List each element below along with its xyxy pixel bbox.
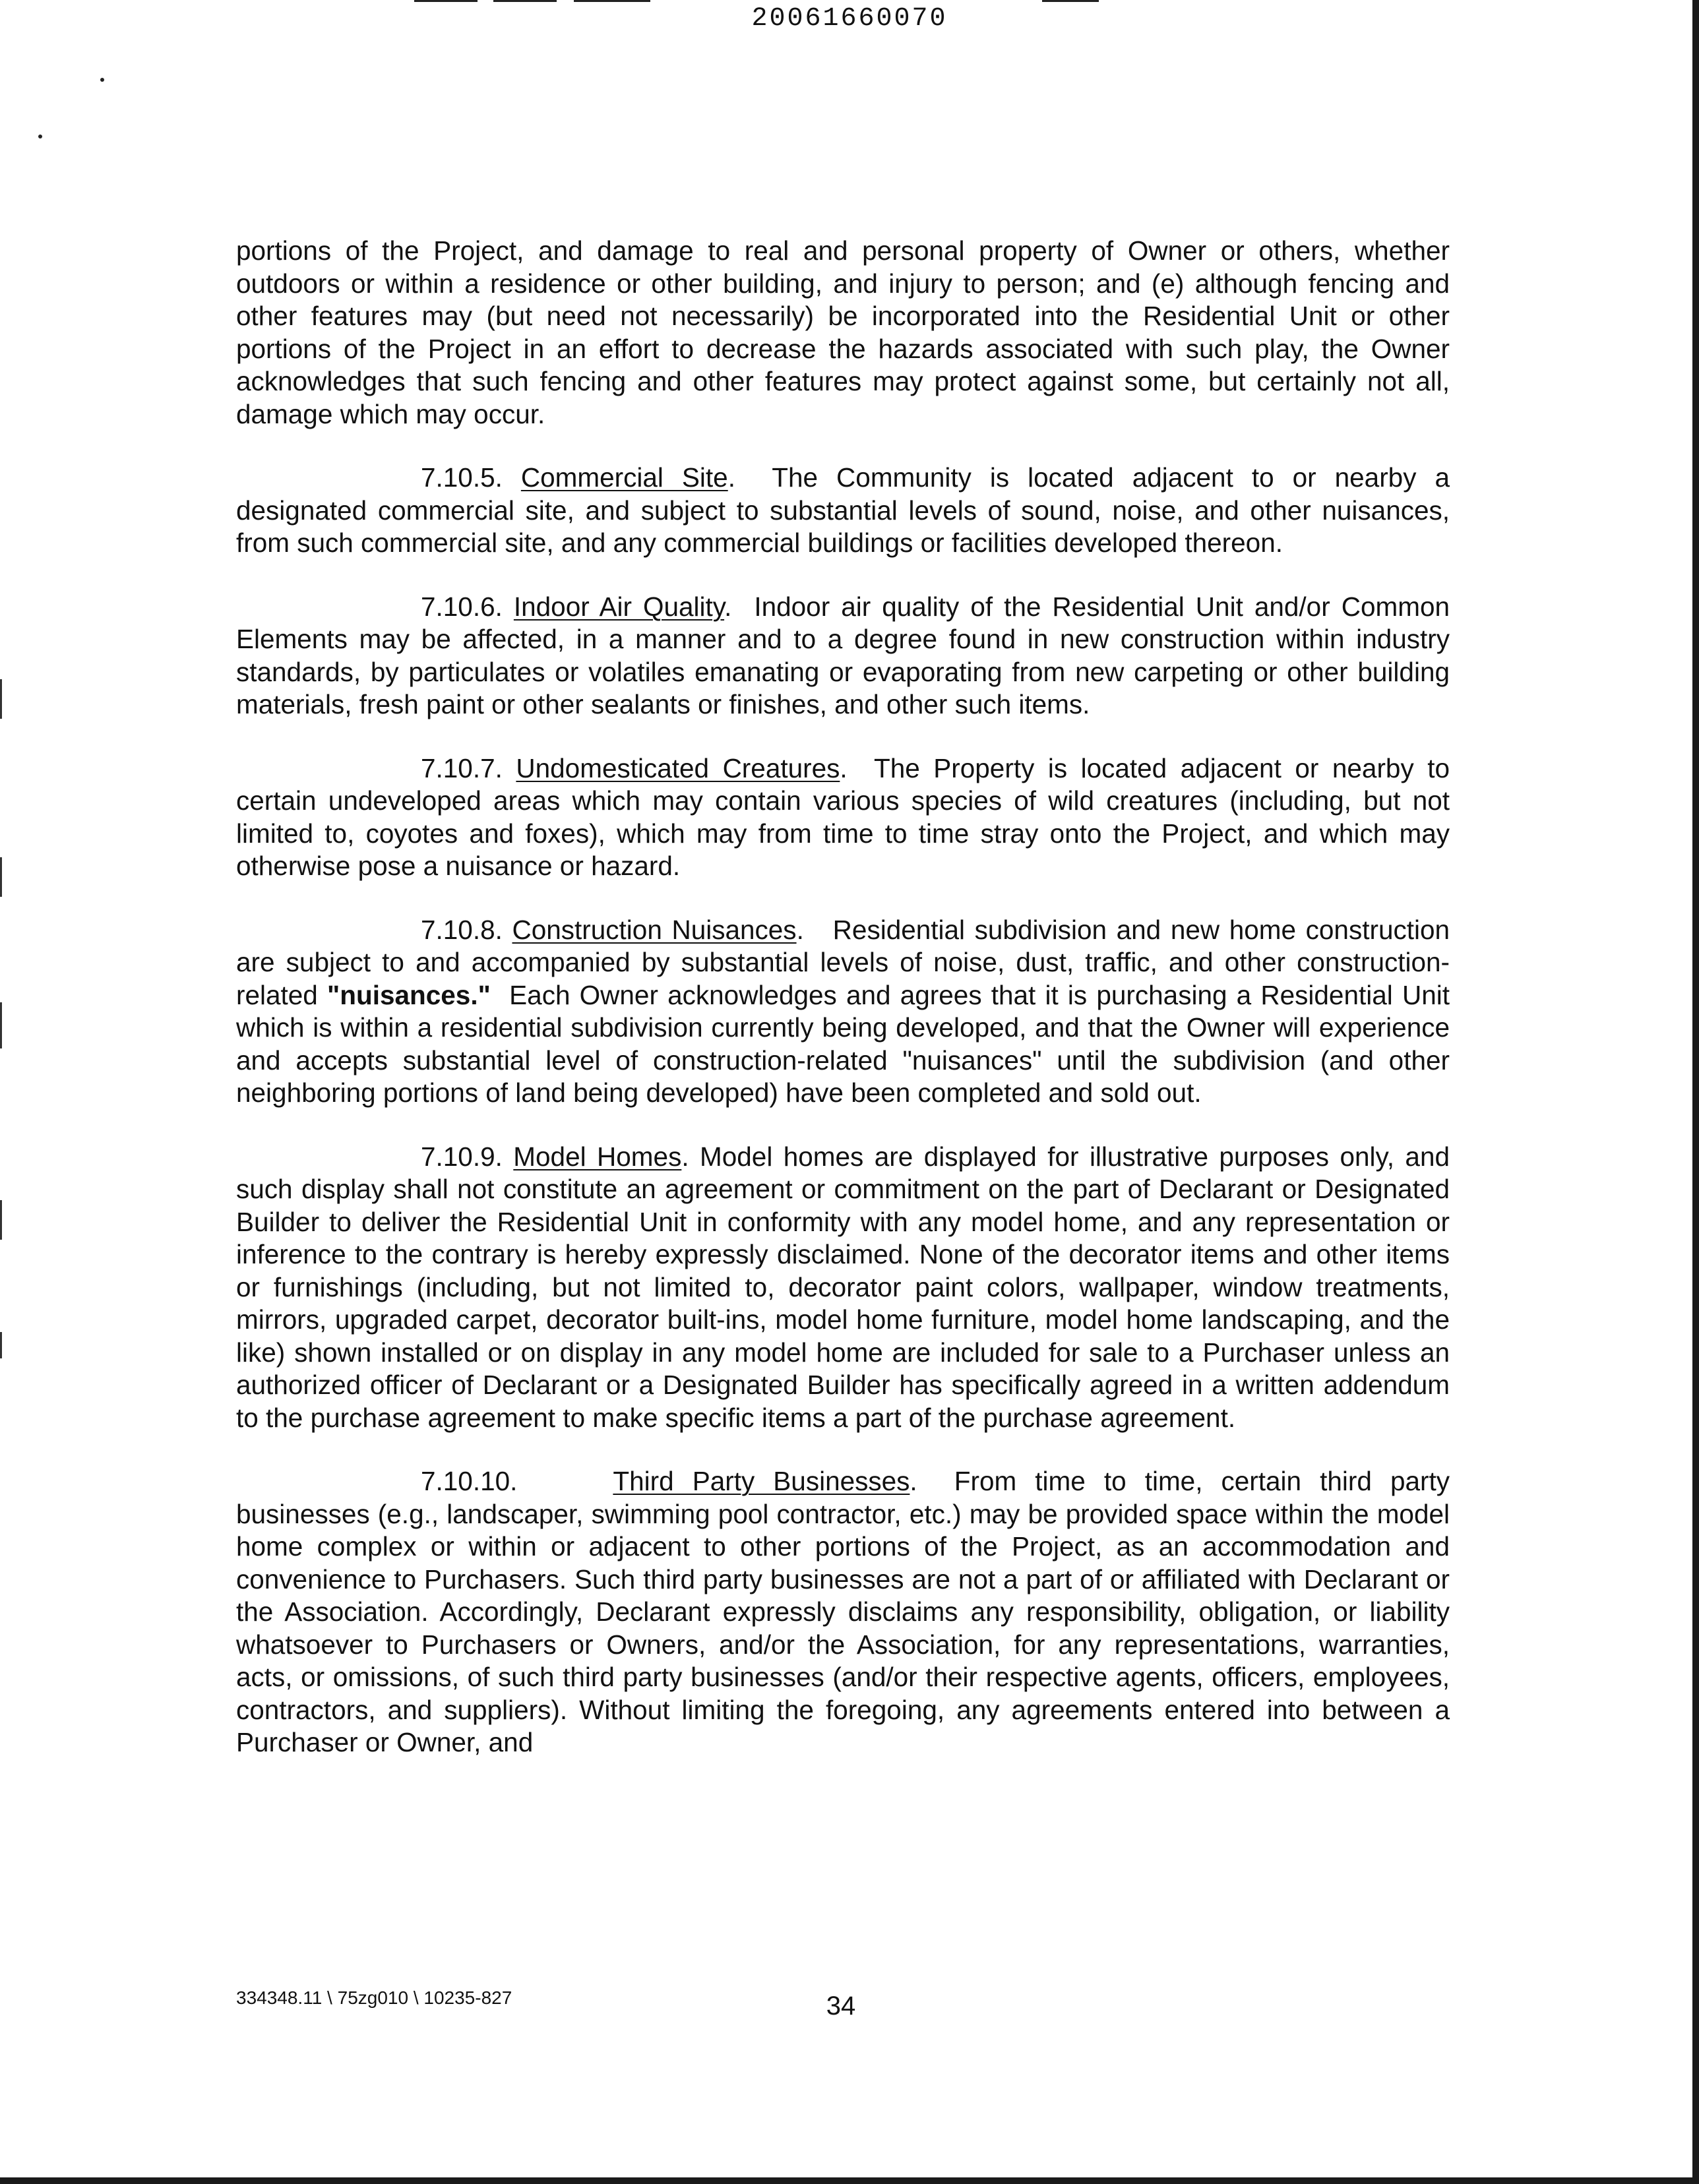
- scan-edge-bottom: [0, 2177, 1699, 2184]
- section-7-10-6: 7.10.6. Indoor Air Quality. Indoor air quality of the Residential Unit and/or Common Elements may be affected, in a manner and to a degree found in new construction within industry standards, by particulates or volatiles emanating or evaporating from new carpeting or other building materials, fresh paint or other sealants or finishes, and other such items.: [236, 591, 1450, 719]
- body-text: [236, 235, 1450, 1790]
- defined-term: "nuisances.": [327, 979, 491, 1010]
- section-title: Undomesticated Creatures: [516, 752, 840, 783]
- section-title: Commercial Site: [520, 462, 728, 493]
- section-title: Indoor Air Quality: [513, 591, 725, 622]
- section-text: Residential subdivision and new home construction are subject to and accompanied by substantial levels of noise, dust, traffic, and other construction-related: [236, 914, 1450, 1010]
- margin-mark: [0, 857, 2, 897]
- intro-paragraph: portions of the Project, and damage to real and personal property of Owner or others, whether outdoors or within a residence or other building, and injury to person; and (e) although fencing and other features may (but need not necessarily) be incorporated into the Residential Unit or other portions of the Project in an effort to decrease the hazards associated with such play, the Owner acknowledges that such fencing and other features may protect against some, but certainly not all, damage which may occur.: [236, 235, 1450, 429]
- section-7-10-7: 7.10.7. Undomesticated Creatures. The Property is located adjacent or nearby to certain undeveloped areas which may contain various species of wild creatures (including, but not limited to, coyotes and foxes), which may from time to time stray onto the Project, and which may otherwise pose a nuisance or hazard.: [236, 752, 1450, 881]
- section-text: From time to time, certain third party businesses (e.g., landscaper, swimming pool contractor, etc.) may be provided space within the model home complex or within or adjacent to other portions of the Project, as an accommodation and convenience to Purchasers. Such third party businesses are not a part of or affiliated with Declarant or the Association. Accordingly, Declarant expressly disclaims any responsibility, obligation, or liability whatsoever to Purchasers or Owners, and/or the Association, for any representations, warranties, acts, or omissions, of such third party businesses (and/or their respective agents, officers, employees, contractors, and suppliers). Without limiting the foregoing, any agreements entered into between a Purchaser or Owner, and: [236, 1466, 1450, 1757]
- document-number: 20061660070: [751, 4, 948, 34]
- margin-mark: [0, 1332, 2, 1358]
- section-number: 7.10.5.: [421, 462, 503, 493]
- scan-edge-right: [1692, 0, 1699, 2184]
- margin-mark: [0, 679, 2, 719]
- section-number: 7.10.10.: [421, 1466, 518, 1496]
- section-7-10-9: 7.10.9. Model Homes. Model homes are displayed for illustrative purposes only, and such display shall not constitute an agreement or commitment on the part of Declarant or Designated Builder to deliver the Residential Unit in conformity with any model home, and any representation or inference to the contrary is hereby expressly disclaimed. None of the decorator items and other items or furnishings (including, but not limited to, decorator paint colors, wallpaper, window treatments, mirrors, upgraded carpet, decorator built-ins, model home furniture, model home landscaping, and the like) shown installed or on display in any model home are included for sale to a Purchaser unless an authorized officer of Declarant or a Designated Builder has specifically agreed in a written addendum to the purchase agreement to make specific items a part of the purchase agreement.: [236, 1141, 1450, 1433]
- section-title: Model Homes: [513, 1141, 682, 1172]
- section-7-10-10: 7.10.10. Third Party Businesses. From time to time, certain third party businesses (e.g., landscaper, swimming pool contractor, etc.) may be provided space within the model home complex or within or adjacent to other portions of the Project, as an accommodation and convenience to Purchasers. Such third party businesses are not a part of or affiliated with Declarant or the Association. Accordingly, Declarant expressly disclaims any responsibility, obligation, or liability whatsoever to Purchasers or Owners, and/or the Association, for any representations, warranties, acts, or omissions, of such third party businesses (and/or their respective agents, officers, employees, contractors, and suppliers). Without limiting the foregoing, any agreements entered into between a Purchaser or Owner, and: [236, 1466, 1450, 1757]
- margin-mark: [0, 1002, 2, 1048]
- section-number: 7.10.9.: [421, 1141, 503, 1172]
- section-text: Indoor air quality of the Residential Unit and/or Common Elements may be affected, in a manner and to a degree found in new construction within industry standards, by particulates or volatiles emanating or evaporating from new carpeting or other building materials, fresh paint or other sealants or finishes, and other such items.: [236, 591, 1450, 719]
- section-7-10-5: 7.10.5. Commercial Site. The Community is located adjacent to or nearby a designated commercial site, and subject to substantial levels of sound, noise, and other nuisances, from such commercial site, and any commercial buildings or facilities developed thereon.: [236, 462, 1450, 558]
- scan-speck: [38, 135, 42, 138]
- section-text: The Property is located adjacent or nearby to certain undeveloped areas which may contain various species of wild creatures (including, but not limited to, coyotes and foxes), which may from time to time stray onto the Project, and which may otherwise pose a nuisance or hazard.: [236, 752, 1450, 881]
- section-number: 7.10.6.: [421, 591, 503, 622]
- page-number: 34: [826, 1991, 856, 2020]
- section-text: Each Owner acknowledges and agrees that it is purchasing a Residential Unit which is within a residential subdivision currently being developed, and that the Owner will experience and accepts substantial level of construction-related "nuisances" until the subdivision (and other neighboring portions of land being developed) have been completed and sold out.: [236, 979, 1450, 1108]
- section-7-10-8: 7.10.8. Construction Nuisances. Residential subdivision and new home construction are subject to and accompanied by substantial levels of noise, dust, traffic, and other construction-related "nuisances." Each Owner acknowledges and agrees that it is purchasing a Residential Unit which is within a residential subdivision currently being developed, and that the Owner will experience and accepts substantial level of construction-related "nuisances" until the subdivision (and other neighboring portions of land being developed) have been completed and sold out.: [236, 914, 1450, 1108]
- section-number: 7.10.7.: [421, 752, 503, 783]
- section-text: The Community is located adjacent to or nearby a designated commercial site, and subject to substantial levels of sound, noise, and other nuisances, from such commercial site, and any commercial buildings or facilities developed thereon.: [236, 462, 1450, 558]
- scan-speck: [100, 78, 104, 82]
- margin-mark: [0, 1200, 2, 1240]
- section-text: Model homes are displayed for illustrative purposes only, and such display shall not constitute an agreement or commitment on the part of Declarant or Designated Builder to deliver the Residential Unit in conformity with any model home, and any representation or inference to the contrary is hereby expressly disclaimed. None of the decorator items and other items or furnishings (including, but not limited to, decorator paint colors, wallpaper, window treatments, mirrors, upgraded carpet, decorator built-ins, model home furniture, model home landscaping, and the like) shown installed or on display in any model home are included for sale to a Purchaser unless an authorized officer of Declarant or a Designated Builder has specifically agreed in a written addendum to the purchase agreement to make specific items a part of the purchase agreement.: [236, 1141, 1450, 1433]
- section-title: Third Party Businesses: [613, 1466, 910, 1496]
- section-number: 7.10.8.: [421, 914, 503, 945]
- section-title: Construction Nuisances: [512, 914, 797, 945]
- footer-doc-ref: 334348.11 \ 75zg010 \ 10235-827: [236, 1987, 512, 2008]
